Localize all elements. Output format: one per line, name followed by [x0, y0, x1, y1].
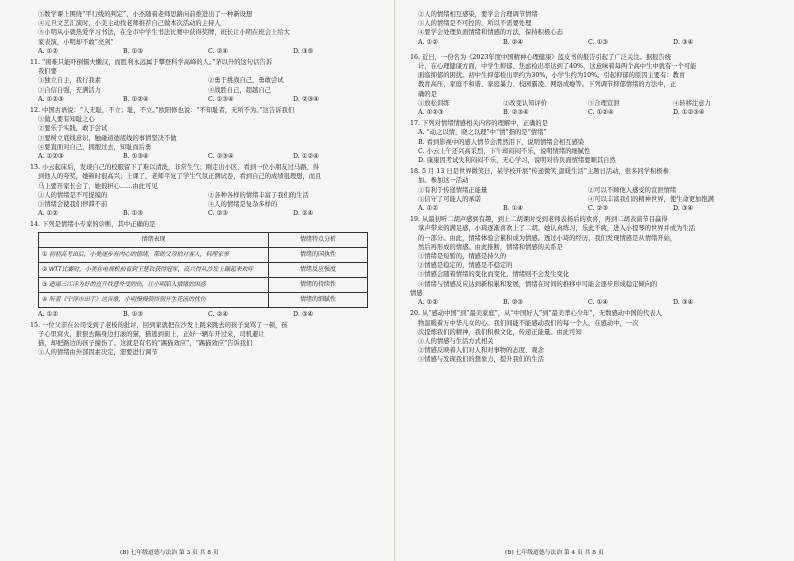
question-19: [410, 215, 758, 307]
question-stem: 我们要: [38, 68, 57, 76]
option-c: C. ②③④: [208, 153, 234, 161]
option-a: A. ①②: [418, 299, 438, 307]
choice-row: [30, 86, 378, 95]
question-stem: 计，在心理健康方面，中学生抑郁、焦虑检出率达到了40%，这意味着每两个高中生中就有一个可能: [418, 63, 697, 71]
question-stem: 16. 近日，一份名为《2023年度中国精神心理健康》蓝皮书的报告引起了广泛关注。据报告统: [410, 53, 672, 61]
question-stem: 物温暖着万中华儿女的心。我们间能不能感动我们的每一个人，在感动中，一次: [418, 319, 639, 327]
answer-options: [30, 47, 378, 56]
option-d: D. ③④: [673, 299, 694, 307]
question-14: [30, 220, 378, 318]
question-stem: 12. 中国古语说：“人无耻，不立；耻，不立。”欧阳修也说：“不知耻者，无所不为。”这告诉我们: [30, 107, 295, 115]
question-stem: 然后再形成的情感。由此推断，情绪和情感的关系是: [418, 243, 563, 251]
option-c: C. ①②④: [588, 109, 614, 117]
choice: ①做人要有知耻之心: [38, 116, 95, 124]
question-12: [30, 106, 378, 161]
option-line: 家表演，小明却不敢“亮剑”: [38, 38, 114, 46]
question-stem: 的一部分。由此，情绪体验会累积成为情感。透过小琦的经历，我们发现情感是从情绪开始，: [418, 234, 677, 242]
choice: ③情感会随着情绪的变化而变化，情绪则不会发生变化: [418, 271, 570, 279]
choice: ④可以丰富我们的精神世界，使生命更加饱满: [588, 195, 714, 203]
table-cell: 情绪反应强度: [269, 262, 368, 277]
choice: ②改变认知评价: [503, 99, 548, 107]
question-stem: 14. 下列是情绪小专家的诊断，其中正确的是: [30, 221, 156, 229]
left-column: [30, 10, 378, 358]
option-c: C. ②③: [588, 205, 608, 213]
choice: ②各种各样的情绪丰富了我们的生活: [208, 191, 309, 199]
question-stem: 猫，却把路边的孩子撞伤了。这就是有名的“踢猫效应”，“踢猫效应”告诉我们: [38, 340, 253, 348]
answer-options: [410, 298, 758, 307]
option-a: A. ①②③: [418, 109, 444, 117]
option-b: B. ②③④: [503, 109, 529, 117]
table-cell: 情绪的细腻性: [269, 292, 368, 307]
question-18: [410, 167, 758, 213]
question-stem: 马上要开家长会了，她很担心……由此可见: [38, 182, 158, 190]
table-row: [39, 292, 368, 307]
choice: ④战胜自己，超越自己: [208, 86, 271, 94]
choice: ③自信自强，充满活力: [38, 86, 101, 94]
option-b: B. ②③: [503, 299, 523, 307]
question-stem: 面临抑郁的困扰。初中生抑郁检出率约为30%，小学生约为10%。引起抑郁的原因主要有：教育: [418, 72, 686, 80]
table-cell: [39, 262, 269, 277]
question-stem: 加。参加这一活动: [418, 177, 469, 185]
table-header: 情绪特点分析: [269, 232, 368, 247]
question-stem: 15. 一位父亲在公司受到了老板的批评，回到家就把在沙发上跳来跳去的孩子臭骂了一顿，孩: [30, 321, 288, 329]
option-b: B. ②④: [503, 38, 523, 46]
question-17: [410, 119, 758, 165]
choice: ①情绪是短暂的，情感是持久的: [418, 253, 507, 261]
option-a: A. ①②: [38, 310, 58, 318]
option-c: C. ②③: [208, 210, 228, 218]
answer-options: [410, 108, 758, 117]
answer-options: [30, 152, 378, 161]
choice: 情感: [410, 289, 423, 297]
choice: ③人的情绪是不可控的，所以不需要处理: [418, 20, 532, 28]
choice: ④要学会处理负面情绪和情感的方法，保持积极心态: [418, 29, 563, 37]
table-cell: [39, 277, 269, 292]
question-stem: 确的是: [418, 90, 437, 98]
choice-row: [30, 191, 378, 200]
option-a: A. ①②: [418, 38, 438, 46]
option-b: B. ①③: [123, 210, 143, 218]
choice: ①人的情绪是不可捉摸的: [38, 191, 108, 199]
row-text: 听着《宁浮市出手》这首歌，小明慢慢领悟别开生花流的忧伤: [48, 296, 206, 304]
choice-row: [410, 99, 758, 108]
option-c: C. ②④: [208, 310, 228, 318]
page-footer: (B) 七年级道德与法治 第 3 页 共 8 页: [120, 550, 219, 556]
question-stem: 19. 从最初听二胡声感到有趣，到上二胡课时受到老师表扬后的欢喜，再到二胡表演节目赢得: [410, 216, 668, 224]
right-column: [410, 10, 758, 365]
choice: ④转移注意力: [673, 99, 711, 107]
option-a: A. ①②: [38, 47, 58, 55]
table-header: 情绪表现: [39, 232, 269, 247]
row-text: 造谣三江洋为好的直升找意外受的伤，让小明陷入情绪的困惑: [48, 281, 206, 289]
table-cell: [39, 247, 269, 262]
row-text: WTT比赛时，小美在电视机前看到王楚钦获得冠军，高兴得从沙发上蹦起来欢呼: [48, 266, 253, 274]
option-d: D. ③④: [293, 310, 314, 318]
question-stem: 教育高压、家庭不和谐、家庭暴力、校园霸凌、网络成瘾等。下列调节抑郁情绪的方法中，正: [418, 81, 677, 89]
option-line: ③数学课上围绕“平行线的判定”，小杰随着老师思路向前推进出了一种新设想: [38, 11, 253, 18]
option-c: C. ①③: [588, 38, 608, 46]
option-line: ④元旦文艺汇演时，小美主动找老师推荐自己做本次活动的主持人: [38, 20, 221, 28]
row-number: ④: [42, 296, 48, 304]
choice: ③要树立底线意识，触碰道德底线的事情坚决不做: [38, 134, 177, 142]
option-a: A. ①②③: [38, 153, 64, 161]
option-c: C. ②④: [208, 47, 228, 55]
table-cell: 情绪的持续性: [269, 277, 368, 292]
page-footer: (B) 七年级道德与法治 第 4 页 共 8 页: [505, 550, 604, 556]
choice: ①人的情感与生活方式相关: [418, 337, 494, 345]
choice-row: [30, 200, 378, 209]
choice: C. 小云上午还兴高采烈，下午却闷闷不乐，说明情绪的细腻性: [418, 147, 591, 155]
option-d: D. ②③④: [293, 95, 319, 103]
choice: ①人的情绪由外部因素决定，需要进行调节: [38, 349, 158, 357]
option-a: A. ①②: [418, 205, 438, 213]
choice: ②情感反映着人们对人和对事物的态度、观念: [418, 347, 544, 355]
choice: ④人的情绪是复杂多样的: [208, 201, 278, 209]
choice-row: [410, 195, 758, 204]
question-stem: 子心里窝火，狠狠去踹身边打滚的猫，猫逃到街上，正好一辆车开过来，司机避让: [38, 331, 265, 339]
answer-options: [30, 209, 378, 218]
choice: ①放松训练: [418, 99, 450, 107]
question-stem: 11. “困难只能吓倒懦夫懒汉，而胜利永远属于攀登科学高峰的人。”茅以升的这句话告诉: [30, 59, 272, 67]
diagnosis-table: [38, 232, 368, 308]
row-number: ①: [42, 251, 48, 259]
answer-options: [30, 310, 378, 319]
question-13: [30, 163, 378, 218]
choice: ②要乐于实践，敢于尝试: [38, 125, 108, 133]
option-d: D. ③④: [673, 205, 694, 213]
row-number: ②: [42, 266, 48, 274]
table-cell: [39, 292, 269, 307]
choice: ③信守了可能人的承诺: [418, 195, 481, 203]
option-c: C. ①③④: [208, 95, 234, 103]
option-b: B. ①④: [503, 205, 523, 213]
choice: ③合理宣泄: [588, 99, 620, 107]
question-stem: 掌声带来的满足感，小琦逐渐喜欢上了二胡。她认真练习，乐此不疲，进入小提琴的世界并成为生活: [418, 225, 696, 233]
choice-row: [30, 76, 378, 85]
choice: D. 康康因考试失利闷闷不乐，无心学习，说明对待负面情绪要顺其自然: [418, 157, 616, 165]
option-b: B. ①③: [123, 47, 143, 55]
option-d: D. ③④: [673, 38, 694, 46]
choice: ②情感是稳定的，情感是不稳定的: [418, 262, 513, 270]
option-b: B. ①②④: [123, 95, 149, 103]
option-d: D. ①②④: [293, 153, 319, 161]
choice: B. 看到影视中的感人情节会潸然泪下，说明情绪会相互感染: [418, 138, 585, 146]
question-20: [410, 309, 758, 364]
question-stem: 到他人的夸奖，她顿时很高兴；上课了，老师平复了学生气氛正测试卷，看到自己的成绩很理想，而且: [38, 173, 322, 181]
table-cell: 情绪的国执性: [269, 247, 368, 262]
choice: ②勇于挑战自己，勇敢尝试: [208, 77, 284, 85]
question-stem: 次提炼我们的精神，我们积极文化，传递正能量。由此可知: [418, 328, 582, 336]
question-stem: 17. 下列对情绪情感相关内容的理解中，正确的是: [410, 120, 548, 128]
choice: ①独立自主，我行我素: [38, 77, 101, 85]
option-b: B. ①③: [123, 310, 143, 318]
option-a: A. ①②: [38, 210, 58, 218]
table-row: [39, 262, 368, 277]
row-number: ③: [42, 281, 48, 289]
choice: ④要直面对自己，拥抱过去，知耻而后勇: [38, 143, 152, 151]
choice: ③情感与发现我们的想象力，提升我们的生活: [418, 356, 544, 364]
table-row: [39, 277, 368, 292]
answer-options: [410, 204, 758, 213]
question-stem: 20. 从“感动中国”到“最美家庭”，从“中国好人”到“最美孝心少年”，无数感动中国的代表人: [410, 310, 662, 318]
choice: ④情绪与情感反应达到新积累和发展，情绪在时间的推移中可能会逐步形成稳定倾向的: [418, 280, 658, 288]
row-text: 初初高考出后，小美逐步有内心的情绪，帮助父母拍对客人，料理家事: [48, 251, 229, 259]
choice: A. “动之以情，晓之以理”中“情”指的是“情绪”: [418, 129, 547, 137]
option-b: B. ①③④: [123, 153, 149, 161]
question-16: [410, 53, 758, 117]
option-line: ⑤小明从小就热爱学习书法，在全市中学生书法比赛中获得奖牌，班长让小明在班会上给大: [38, 29, 290, 37]
option-a: A. ①②③: [38, 95, 64, 103]
question-15: [30, 321, 378, 358]
question-11: [30, 58, 378, 104]
option-d: D. ②④: [293, 210, 314, 218]
choice-row: [410, 186, 758, 195]
option-d: D. ③⑤: [293, 47, 314, 55]
table-row: [39, 247, 368, 262]
answer-options: [30, 95, 378, 104]
choice: ②可以不顾他人感受的宣泄情绪: [588, 186, 677, 194]
choice: ②人的情绪相互感染，要学会合理调节情绪: [418, 11, 538, 18]
question-stem: 18. 5 月 13 日是世界微笑日，某学校开展“传递微笑 温暖生活”主题日活动，很多同学积极参: [410, 168, 669, 176]
choice: ③情绪会使我们停滞不前: [38, 201, 108, 209]
option-c: C. ①④: [588, 299, 608, 307]
option-d: D. ①②③④: [673, 109, 705, 117]
page-fold: [394, 0, 395, 561]
question-stem: 13. 小云起床后，发现自己的校服留下了难以清洗，非常生气；刚走出小区，看到一位小朋友过马路，得: [30, 164, 320, 172]
answer-options: [410, 38, 758, 47]
choice: ①有利于传递情绪正能量: [418, 186, 488, 194]
